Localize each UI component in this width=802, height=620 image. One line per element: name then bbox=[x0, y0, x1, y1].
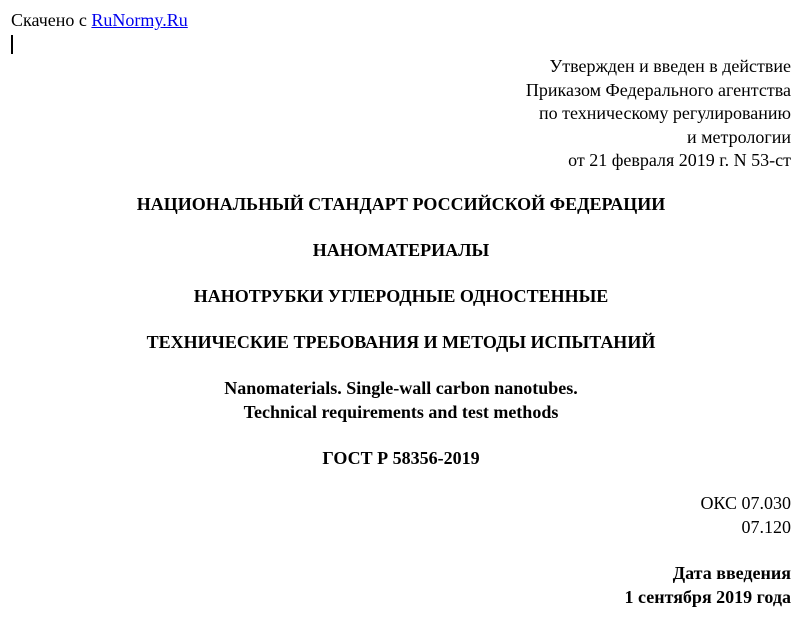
runormy-link[interactable]: RuNormy.Ru bbox=[91, 10, 188, 30]
text-cursor bbox=[11, 35, 13, 54]
approval-line: от 21 февраля 2019 г. N 53-ст bbox=[568, 150, 791, 170]
nanomaterials-title: НАНОМАТЕРИАЛЫ bbox=[312, 240, 490, 260]
approval-line: Приказом Федерального агентства bbox=[525, 79, 791, 100]
oks-code-line1: ОКС 07.030 bbox=[700, 493, 791, 513]
nanotubes-title: НАНОТРУБКИ УГЛЕРОДНЫЕ ОДНОСТЕННЫЕ bbox=[193, 286, 609, 306]
english-title-line2: Technical requirements and test methods bbox=[243, 401, 559, 422]
approval-block bbox=[526, 55, 791, 173]
national-standard-title: НАЦИОНАЛЬНЫЙ СТАНДАРТ РОССИЙСКОЙ ФЕДЕРАЦИИ bbox=[136, 194, 666, 214]
requirements-title: ТЕХНИЧЕСКИЕ ТРЕБОВАНИЯ И МЕТОДЫ ИСПЫТАНИЙ bbox=[146, 332, 656, 352]
gost-number: ГОСТ Р 58356-2019 bbox=[322, 448, 480, 468]
introduction-date-block bbox=[625, 562, 791, 609]
approval-line: по техническому регулированию bbox=[538, 103, 791, 123]
english-title-line1: Nanomaterials. Single-wall carbon nanotubes. bbox=[224, 378, 578, 398]
introduction-date: 1 сентября 2019 года bbox=[624, 586, 791, 607]
approval-line: Утвержден и введен в действие bbox=[549, 56, 791, 76]
oks-code-line2: 07.120 bbox=[741, 516, 791, 537]
approval-line: и метрологии bbox=[687, 126, 791, 147]
oks-codes bbox=[700, 492, 791, 539]
english-title bbox=[0, 377, 802, 424]
source-line bbox=[11, 9, 188, 31]
introduction-label: Дата введения bbox=[672, 563, 791, 583]
source-prefix: Скачено с bbox=[11, 10, 87, 30]
